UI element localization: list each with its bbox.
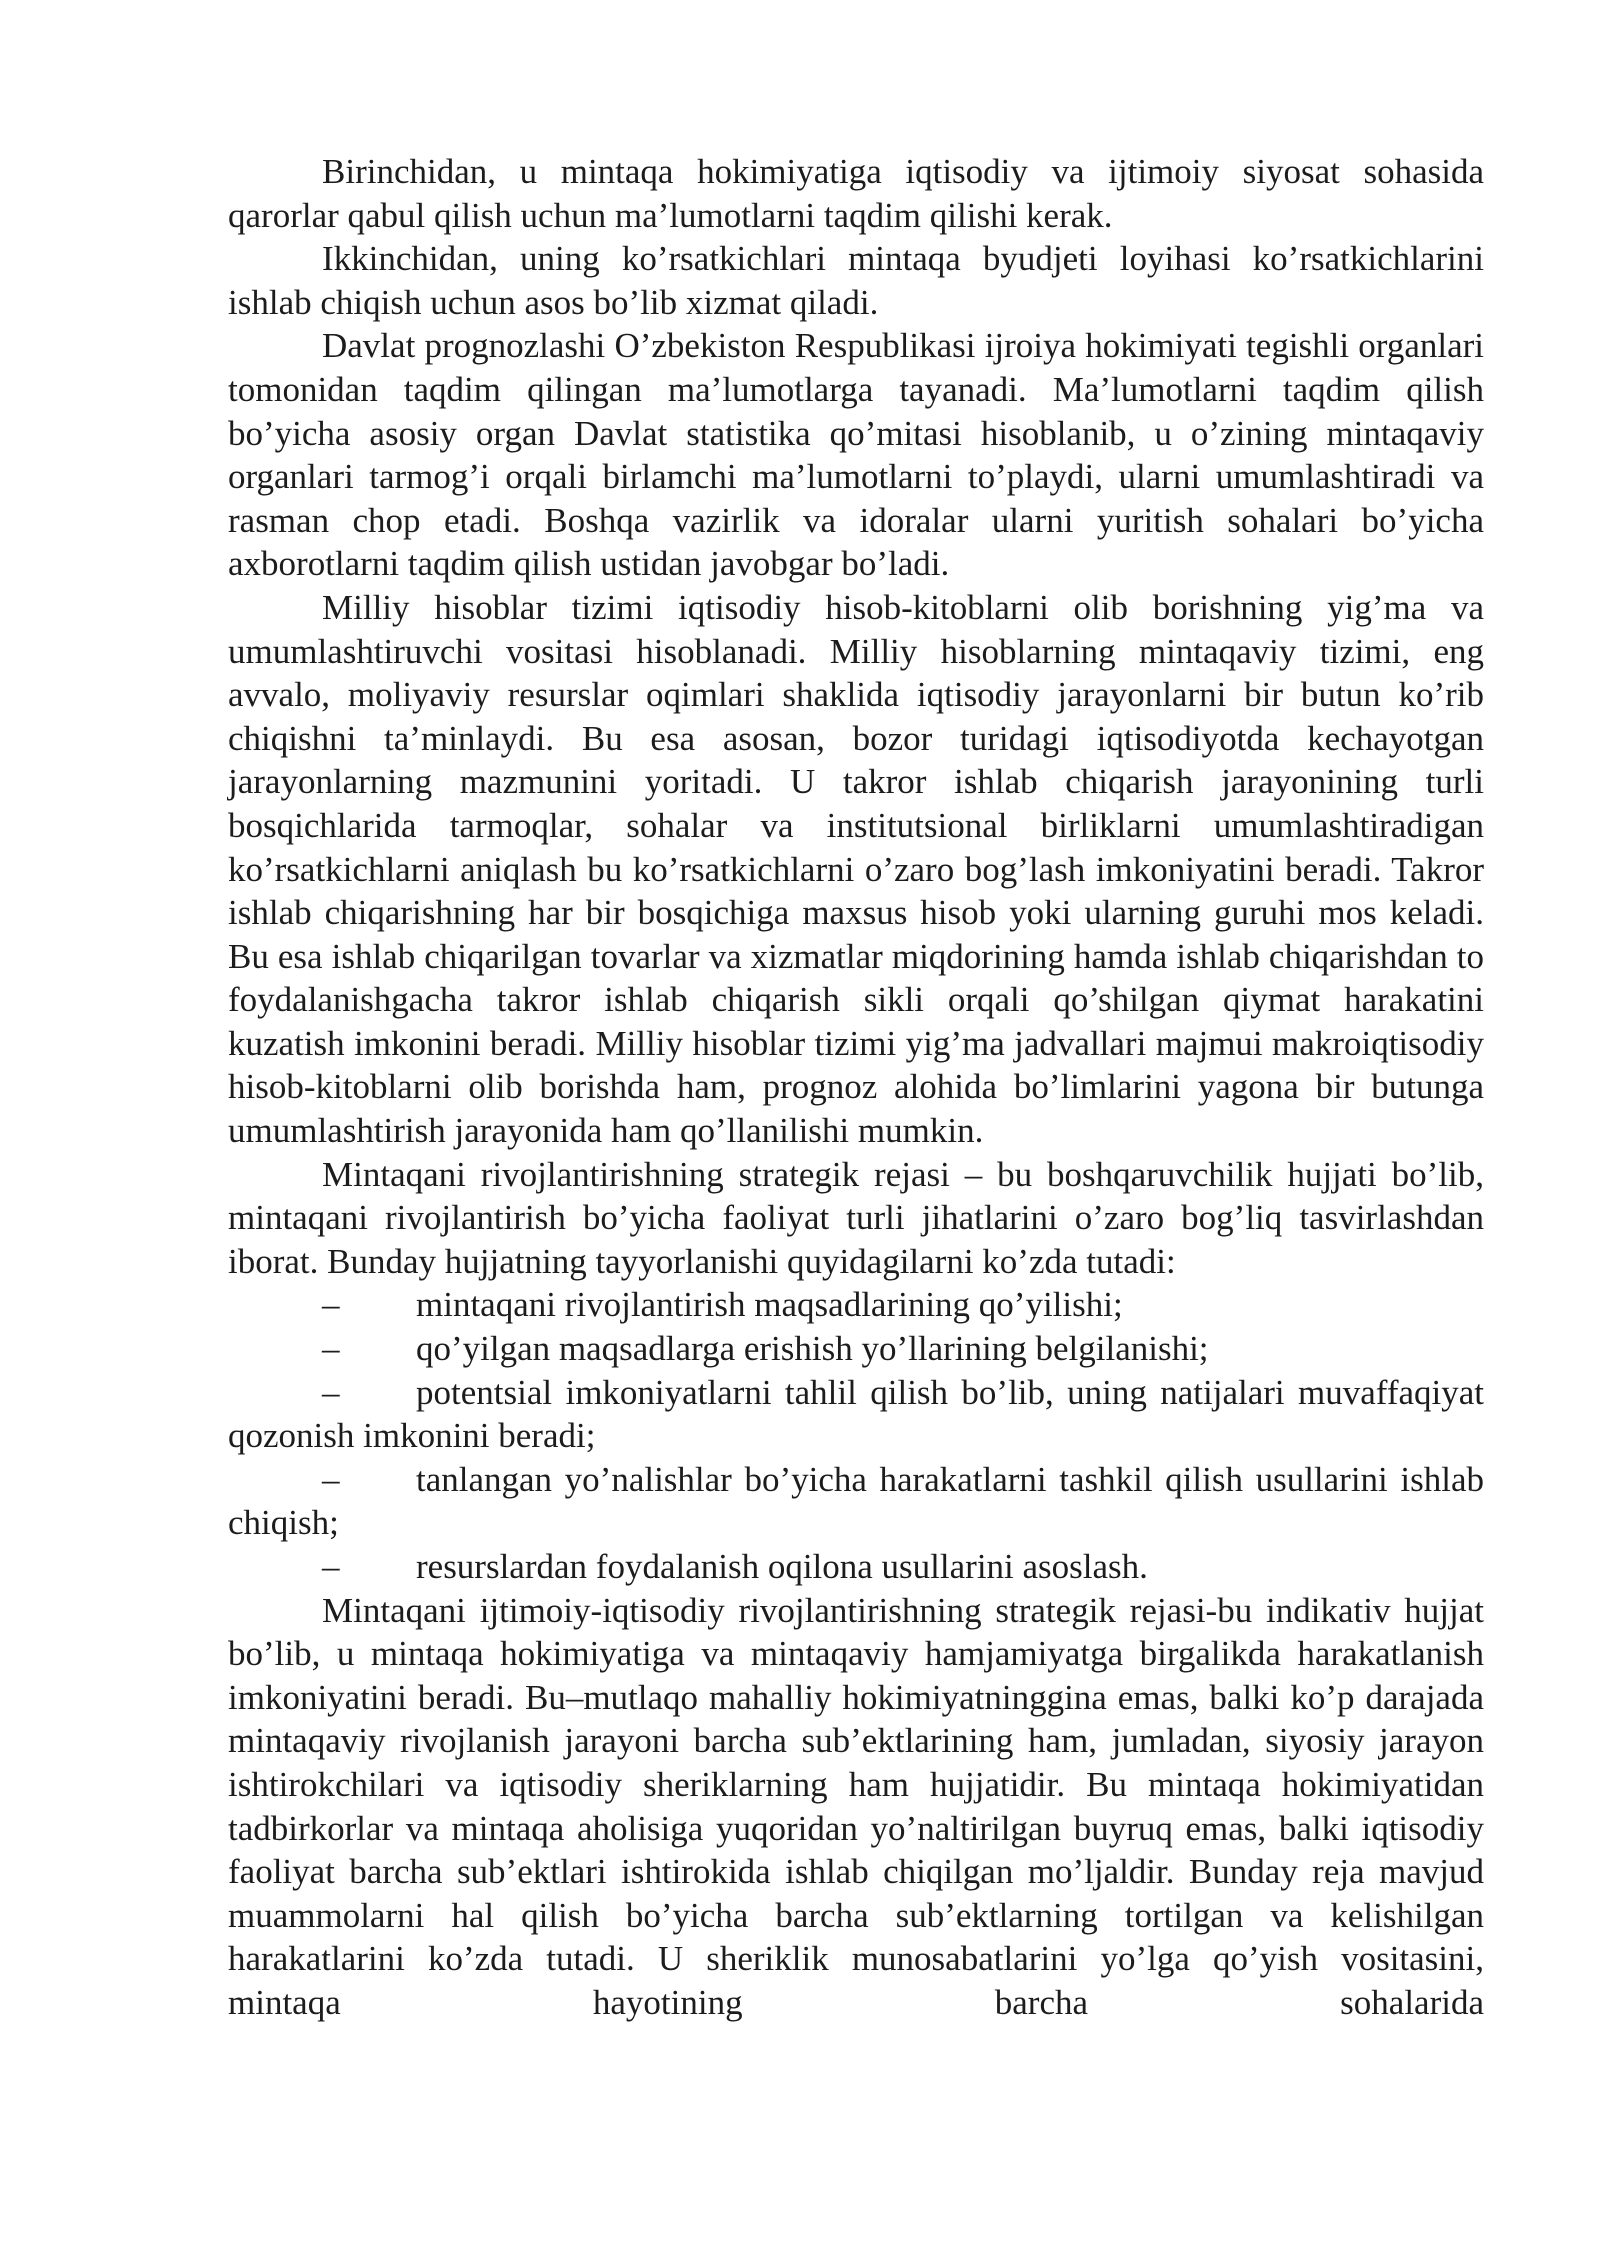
list-item (228, 1371, 1484, 1458)
list-dash: – (322, 1547, 340, 1586)
paragraph-ikkinchidan: Ikkinchidan, uning ko’rsatkichlari mintaqa byudjeti loyihasi ko’rsatkichlarini ishlab chiqish uchun asos bo’lib xizmat qiladi. (228, 239, 1484, 322)
paragraph-milliy-hisoblar: Milliy hisoblar tizimi iqtisodiy hisob-kitoblarni olib borishning yig’ma va umumlashtiruvchi vositasi hisoblanadi. Milliy hisoblarning mintaqaviy tizimi, eng avvalo, moliyaviy resurslar oqimlari shaklida iqtisodiy jarayonlarni bir butun ko’rib chiqishni ta’minlaydi. Bu esa asosan, bozor turidagi iqtisodiyotda kechayotgan jarayonlarning mazmunini yoritadi. U takror ishlab chiqarish jarayonining turli bosqichlarida tarmoqlar, sohalar va institutsional birliklarni umumlashtiradigan ko’rsatkichlarni aniqlash bu ko’rsatkichlarni o’zaro bog’lash imkoniyatini beradi. Takror ishlab chiqarishning har bir bosqichiga maxsus hisob yoki ularning guruhi mos keladi. Bu esa ishlab chiqarilgan tovarlar va xizmatlar miqdorining hamda ishlab chiqarishdan to foydalanishgacha takror ishlab chiqarish sikli orqali qo’shilgan qiymat harakatini kuzatish imkonini beradi. Milliy hisoblar tizimi yig’ma jadvallari majmui makroiqtisodiy hisob-kitoblarni olib borishda ham, prognoz alohida bo’limlarini yagona bir butunga umumlashtirish jarayonida ham qo’llanilishi mumkin. (228, 587, 1484, 1151)
list-item-text: tanlangan yo’nalishlar bo’yicha harakatlarni tashkil qilish usullarini ishlab chiqish; (228, 1459, 1484, 1543)
paragraph-davlat-prognozlashi: Davlat prognozlashi O’zbekiston Respublikasi ijroiya hokimiyati tegishli organlari tomonidan taqdim qilingan ma’lumotlarga tayanadi. Ma’lumotlarni taqdim qilish bo’yicha asosiy organ Davlat statistika qo’mitasi hisoblanib, u o’zining mintaqaviy organlari tarmog’i orqali birlamchi ma’lumotlarni to’playdi, ularni umumlashtiradi va rasman chop etadi. Boshqa vazirlik va idoralar ularni yuritish sohalari bo’yicha axborotlarni taqdim qilish ustidan javobgar bo’ladi. (228, 326, 1484, 584)
list-item (228, 1545, 1484, 1589)
list-item (228, 1283, 1484, 1327)
list-item-text: qo’yilgan maqsadlarga erishish yo’llarining belgilanishi; (416, 1329, 1209, 1369)
list-dash: – (322, 1372, 340, 1412)
list-item (228, 1458, 1484, 1545)
paragraph-strategik-reja: Mintaqani rivojlantirishning strategik rejasi – bu boshqaruvchilik hujjati bo’lib, mintaqani rivojlantirish bo’yicha faoliyat turli jihatlarini o’zaro bog’liq tasvirlashdan iborat. Bunday hujjatning tayyorlanishi quyidagilarni ko’zda tutadi: (228, 1154, 1484, 1281)
list-item-text: potentsial imkoniyatlarni tahlil qilish bo’lib, uning natijalari muvaffaqiyat qozonish imkonini beradi; (228, 1372, 1484, 1456)
paragraph-ijtimoiy-iqtisodiy: Mintaqani ijtimoiy-iqtisodiy rivojlantirishning strategik rejasi-bu indikativ hujjat bo’lib, u mintaqa hokimiyatiga va mintaqaviy hamjamiyatga birgalikda harakatlanish imkoniyatini beradi. Bu–mutlaqo mahalliy hokimiyatninggina emas, balki ko’p darajada mintaqaviy rivojlanish jarayoni barcha sub’ektlarining ham, jumladan, siyosiy jarayon ishtirokchilari va iqtisodiy sheriklarning ham hujjatidir. Bu mintaqa hokimiyatidan tadbirkorlar va mintaqa aholisiga yuqoridan yo’naltirilgan buyruq emas, balki iqtisodiy faoliyat barcha sub’ektlari ishtirokida ishlab chiqilgan mo’ljaldir. Bunday reja mavjud muammolarni hal qilish bo’yicha barcha sub’ektlarning tortilgan va kelishilgan harakatlarini ko’zda tutadi. U sheriklik munosabatlarini yo’lga qo’yish vositasini, mintaqa hayotining barcha sohalarida (228, 1590, 1484, 2022)
list-item (228, 1327, 1484, 1371)
paragraph-birinchidan: Birinchidan, u mintaqa hokimiyatiga iqtisodiy va ijtimoiy siyosat sohasida qarorlar qabul qilish uchun ma’lumotlarni taqdim qilishi kerak. (228, 152, 1484, 235)
document-page (228, 150, 1484, 2025)
list-item-text: mintaqani rivojlantirish maqsadlarining qo’yilishi; (416, 1285, 1123, 1325)
list-dash: – (322, 1329, 340, 1369)
list-dash: – (322, 1285, 340, 1325)
list-dash: – (322, 1459, 340, 1499)
list-item-text: resurslardan foydalanish oqilona usullarini asoslash. (416, 1547, 1148, 1586)
